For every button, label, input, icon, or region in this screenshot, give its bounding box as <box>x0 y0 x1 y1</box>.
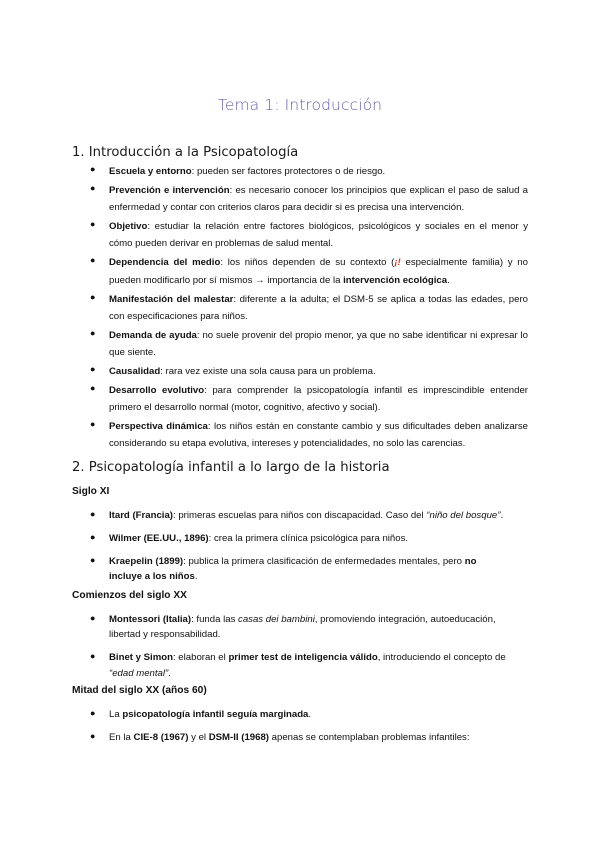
bullet-icon: ● <box>90 730 96 741</box>
item-text: La <box>109 709 123 720</box>
item-text: . <box>500 510 504 521</box>
item-term: Desarrollo evolutivo <box>109 385 205 397</box>
item-text: : publica la primera clasificación de enfermedades mentales, pero <box>183 555 465 567</box>
siglo-xi-list <box>0 508 600 592</box>
list-item <box>0 554 600 585</box>
item-text: y el <box>188 731 209 743</box>
item-text: : rara vez existe una sola causa para un problema. <box>160 366 376 378</box>
mitad-siglo-xx-heading: Mitad del siglo XX (años 60) <box>72 685 207 696</box>
item-term: primer test de inteligencia válido <box>228 652 378 664</box>
item-text: : para comprender la psicopatología infantil es imprescindible entender primero el desarrollo normal (motor, cognitivo, afectivo y social). <box>109 385 529 414</box>
item-term: no incluye a los niños <box>109 555 477 582</box>
bullet-icon: ● <box>90 291 96 302</box>
bullet-icon: ● <box>90 327 96 338</box>
item-term: Dependencia del medio <box>109 257 221 269</box>
bullet-icon: ● <box>90 183 96 193</box>
list-item <box>0 707 600 722</box>
item-text: : primeras escuelas para niños con discapacidad. Caso del <box>172 510 427 521</box>
item-text: : estudiar la relación entre factores biológicos, psicológicos y sociales en el menor y cómo pueden derivar en problemas de salud mental. <box>109 221 528 250</box>
list-item <box>0 531 600 546</box>
item-term: intervención ecológica <box>343 274 448 286</box>
bullet-icon: ● <box>90 364 96 375</box>
item-term: DSM-II (1968) <box>208 731 269 743</box>
item-term: psicopatología infantil seguía marginada <box>122 709 309 720</box>
bullet-icon: ● <box>90 219 96 230</box>
item-italic: casas dei bambini <box>238 614 315 625</box>
item-text: , introduciendo el concepto de <box>377 652 506 664</box>
list-item <box>0 254 600 288</box>
bullet-icon: ● <box>90 164 96 174</box>
bullet-icon: ● <box>90 255 96 266</box>
list-item <box>0 730 600 745</box>
bullet-icon: ● <box>90 708 96 718</box>
list-item <box>0 612 600 643</box>
bullet-icon: ● <box>90 554 96 565</box>
comienzos-siglo-xx-list <box>0 612 600 688</box>
bullet-icon: ● <box>90 419 96 430</box>
section-1-heading: 1. Introducción a la Psicopatología <box>72 145 299 160</box>
item-term: Perspectiva dinámica <box>109 421 208 433</box>
exclamation-mark: ¡! <box>394 257 401 269</box>
mitad-siglo-xx-list <box>0 707 600 753</box>
item-text: . <box>168 667 171 679</box>
item-text: : funda las <box>191 614 239 625</box>
list-item <box>0 508 600 523</box>
comienzos-siglo-xx-heading: Comienzos del siglo XX <box>72 590 187 601</box>
section-2-heading: 2. Psicopatología infantil a lo largo de la historia <box>72 460 390 475</box>
item-italic: “niño del bosque” <box>426 510 501 521</box>
item-term: Binet y Simon <box>109 652 173 664</box>
item-text: : los niños están en constante cambio y sus dificultades deben analizarse considerando su etapa evolutiva, intereses y potencialidades, no solo las carencias. <box>109 421 529 450</box>
item-text: En la <box>109 731 134 743</box>
item-term: Montessori (Italia) <box>109 614 192 625</box>
item-term: Escuela y entorno <box>109 166 192 177</box>
list-item <box>0 382 600 416</box>
list-item <box>0 218 600 252</box>
item-text: . <box>308 709 312 720</box>
list-item <box>0 650 600 681</box>
item-text: : crea la primera clínica psicológica para niños. <box>208 532 409 544</box>
list-item <box>0 327 600 361</box>
list-item <box>0 182 600 216</box>
page-title: Tema 1: Introducción <box>217 96 383 114</box>
list-item <box>0 163 600 180</box>
item-text: : diferente a la adulta; el DSM-5 se aplica a todas las edades, pero con especificaciones para niños. <box>109 293 528 322</box>
item-text: : pueden ser factores protectores o de riesgo. <box>191 166 386 177</box>
item-text: . <box>194 571 198 582</box>
list-item <box>0 418 600 452</box>
section-1-list <box>0 163 600 454</box>
item-text: . <box>447 274 450 286</box>
item-text: especialmente familia) y no pueden modificarlo por sí mismos → importancia de la <box>109 257 528 286</box>
item-term: Demanda de ayuda <box>109 329 197 341</box>
bullet-icon: ● <box>90 651 96 662</box>
item-text: : elaboran el <box>172 652 229 664</box>
item-term: Prevención e intervención <box>109 185 230 196</box>
item-text: , promoviendo integración, autoeducación, libertad y responsabilidad. <box>109 614 496 641</box>
item-term: Itard (Francia) <box>109 510 173 521</box>
item-term: CIE-8 (1967) <box>133 731 189 743</box>
item-text: : no suele provenir del propio menor, ya que no sabe identificar ni expresar lo que siente. <box>109 329 528 359</box>
item-text: apenas se contemplaban problemas infantiles: <box>268 731 470 743</box>
list-item <box>0 291 600 325</box>
item-text: : es necesario conocer los principios que explican el paso de salud a enfermedad y contar con criterios claros para decidir si es precisa una intervención. <box>109 185 528 214</box>
bullet-icon: ● <box>90 613 96 623</box>
siglo-xi-heading: Siglo XI <box>72 486 110 497</box>
item-text: : los niños dependen de su contexto ( <box>220 257 395 269</box>
item-term: Kraepelin (1899) <box>109 555 184 567</box>
item-term: Wilmer (EE.UU., 1896) <box>109 532 209 544</box>
item-italic: “edad mental” <box>109 667 169 679</box>
item-term: Objetivo <box>109 221 148 233</box>
bullet-icon: ● <box>90 509 96 519</box>
item-term: Manifestación del malestar <box>109 293 234 305</box>
item-term: Causalidad <box>109 366 161 378</box>
list-item <box>0 363 600 380</box>
bullet-icon: ● <box>90 383 96 394</box>
bullet-icon: ● <box>90 531 96 542</box>
